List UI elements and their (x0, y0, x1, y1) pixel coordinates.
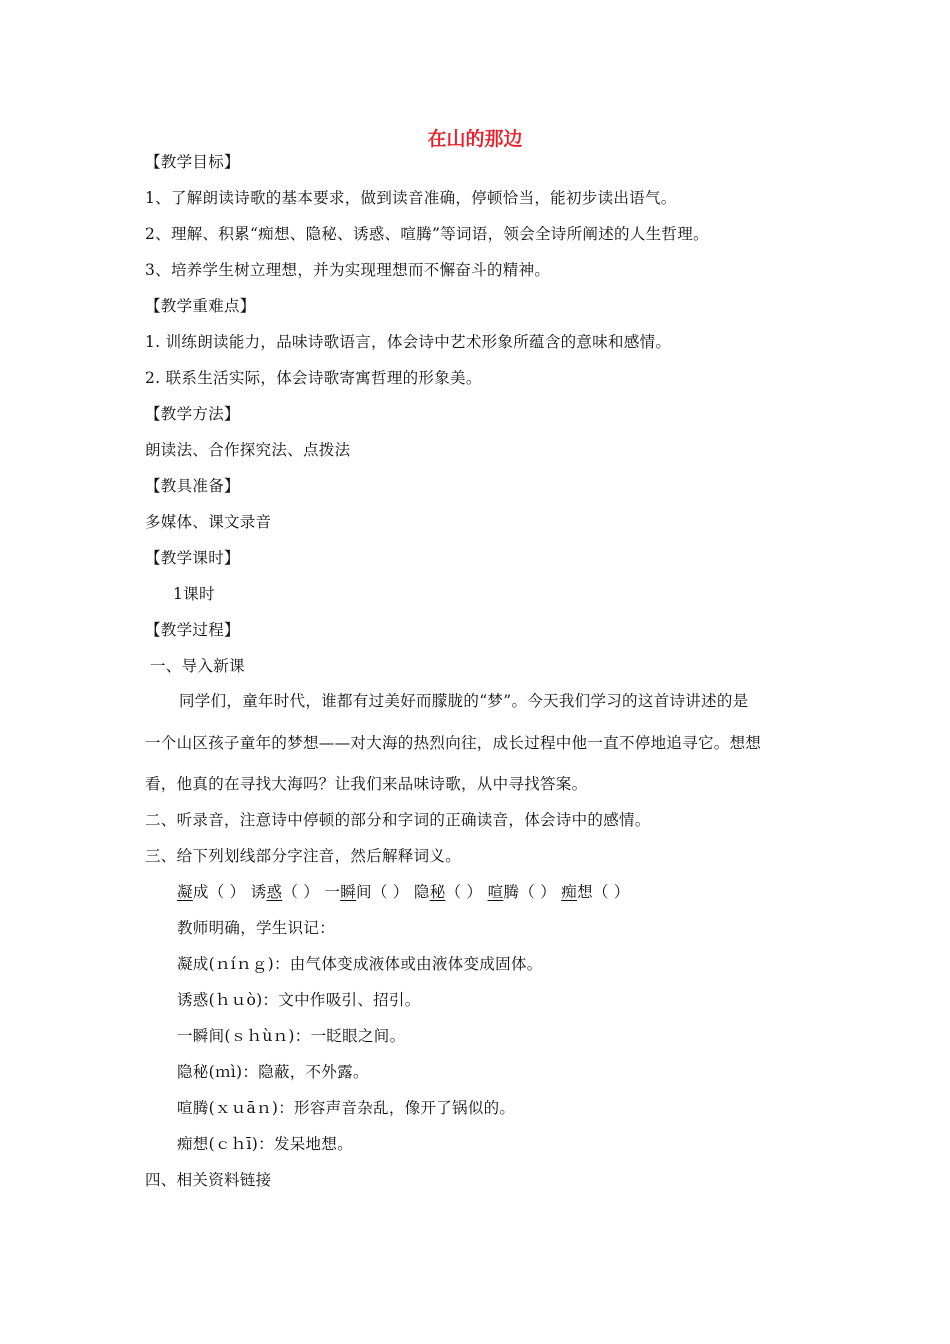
definition-item: 凝成(ｎíｎｇ)：由气体变成液体或由液体变成固体。 (177, 955, 543, 973)
underlined-char: 喧 (487, 883, 504, 901)
step3-text: 三、给下列划线部分字注音，然后解释词义。 (145, 847, 462, 865)
definition-item: 一瞬间(ｓｈùｎ)：一眨眼之间。 (177, 1027, 406, 1045)
goal-item: 2、理解、积累“痴想、隐秘、诱惑、喧腾”等词语，领会全诗所阐述的人生哲理。 (145, 225, 709, 243)
goal-item: 3、培养学生树立理想，并为实现理想而不懈奋斗的精神。 (145, 261, 551, 279)
teacher-note: 教师明确，学生识记： (177, 919, 336, 937)
goals-heading: 【教学目标】 (145, 153, 240, 171)
definition-item: 喧腾(ｘｕāｎ)：形容声音杂乱，像开了锅似的。 (177, 1099, 516, 1117)
definition-item: 隐秘(ｍì)：隐蔽，不外露。 (177, 1063, 369, 1081)
step1-heading: 一、导入新课 (150, 657, 245, 675)
hours-heading: 【教学课时】 (145, 549, 240, 567)
keypoint-item: 2. 联系生活实际，体会诗歌寄寓哲理的形象美。 (145, 369, 482, 387)
intro-paragraph-line: 一个山区孩子童年的梦想——对大海的热烈向往，成长过程中他一直不停地追寻它。想想 (145, 734, 762, 752)
keypoint-item: 1. 训练朗读能力，品味诗歌语言，体会诗中艺术形象所蕴含的意味和感情。 (145, 333, 672, 351)
underlined-char: 秘 (429, 883, 446, 901)
definition-item: 痴想(ｃｈī)：发呆地想。 (177, 1135, 353, 1153)
hours-text: 1课时 (173, 585, 215, 603)
step2-text: 二、听录音，注意诗中停顿的部分和字词的正确读音，体会诗中的感情。 (145, 811, 651, 829)
intro-paragraph-line: 同学们，童年时代，谁都有过美好而朦胧的“梦”。今天我们学习的这首诗讲述的是 (179, 692, 749, 710)
definition-item: 诱惑(ｈｕò)：文中作吸引、招引。 (177, 991, 421, 1009)
step4-text: 四、相关资料链接 (145, 1171, 272, 1189)
underlined-char: 惑 (266, 883, 283, 901)
underlined-char: 凝 (177, 883, 193, 901)
methods-heading: 【教学方法】 (145, 405, 240, 423)
underlined-char: 痴 (561, 883, 578, 901)
goal-item: 1、了解朗读诗歌的基本要求，做到读音准确，停顿恰当，能初步读出语气。 (145, 189, 677, 207)
tools-text: 多媒体、课文录音 (145, 513, 272, 531)
intro-paragraph-line: 看，他真的在寻找大海吗？让我们来品味诗歌，从中寻找答案。 (145, 775, 588, 793)
document-title: 在山的那边 (427, 128, 523, 150)
process-heading: 【教学过程】 (145, 621, 240, 639)
exercise-line: 凝成（ ） 诱惑（ ） 一瞬间（ ） 隐秘（ ） 喧腾（ ） 痴想（ ） (177, 883, 630, 901)
underlined-char: 瞬 (340, 883, 356, 901)
tools-heading: 【教具准备】 (145, 477, 240, 495)
methods-text: 朗读法、合作探究法、点拨法 (145, 441, 351, 459)
keypoints-heading: 【教学重难点】 (145, 297, 256, 315)
